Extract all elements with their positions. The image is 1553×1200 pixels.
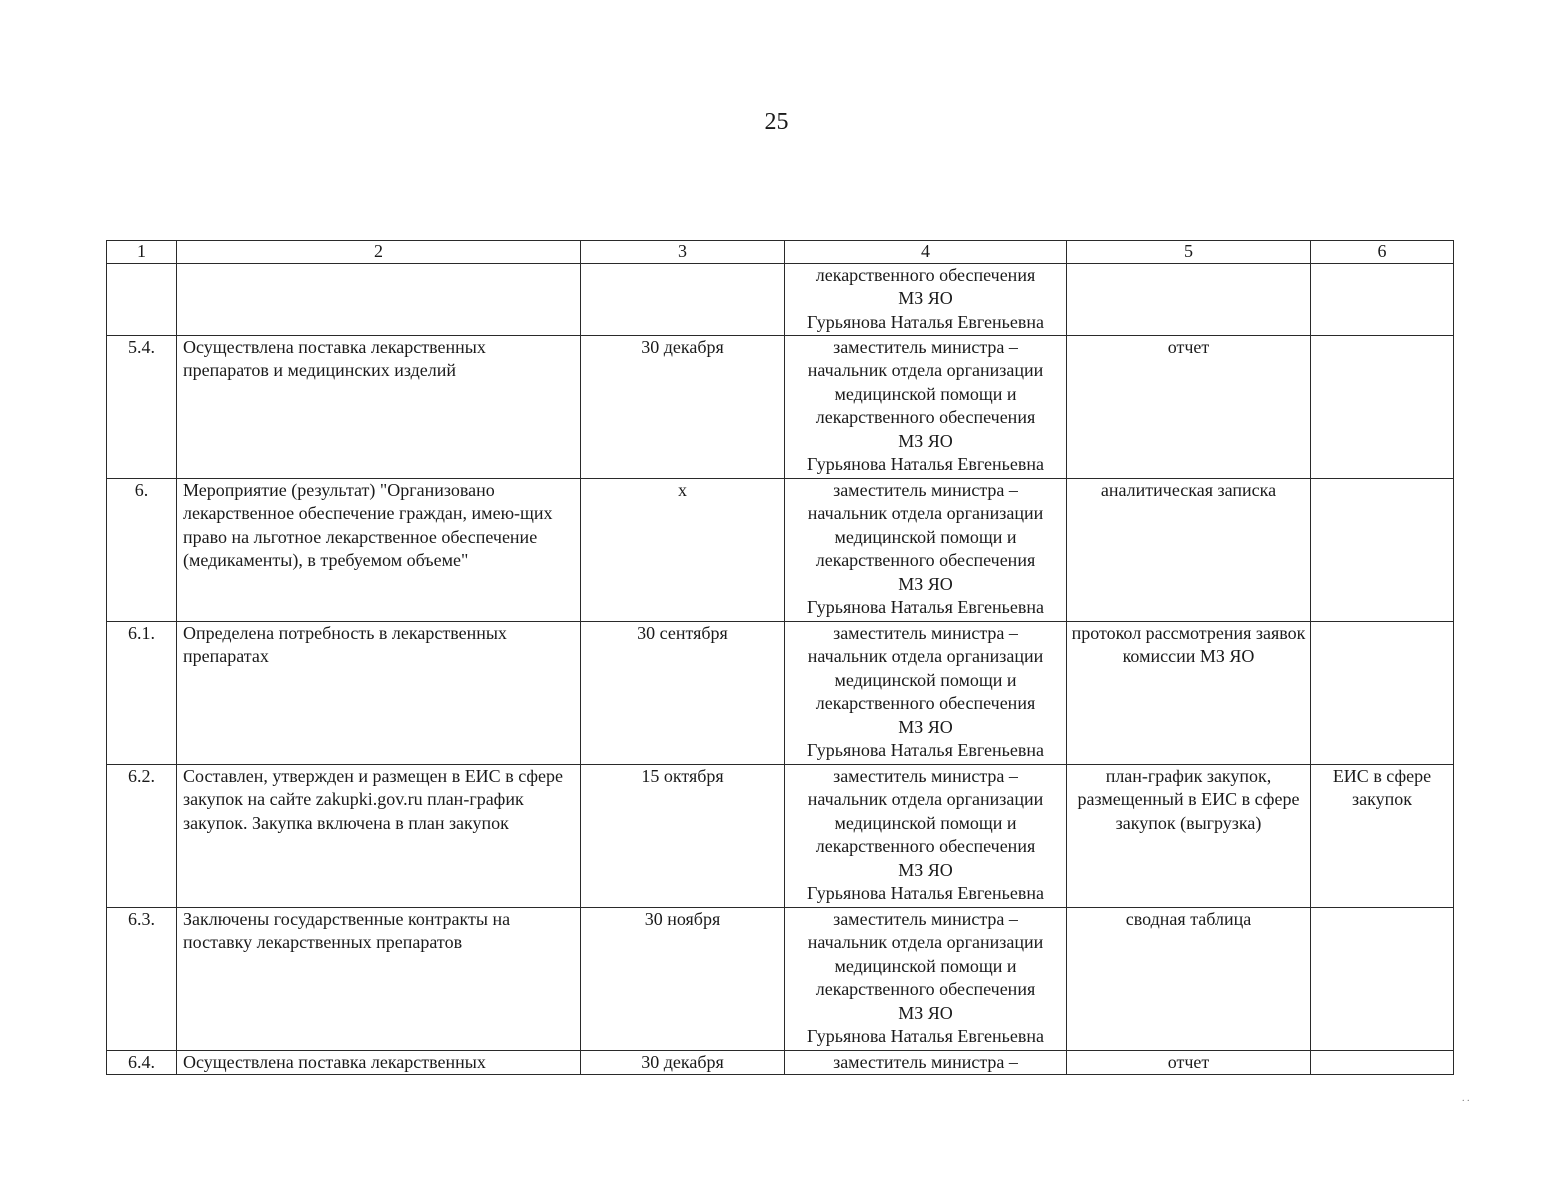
row-description: Определена потребность в лекарственных препаратах xyxy=(177,622,581,765)
responsible-line: МЗ ЯО xyxy=(898,1002,953,1023)
row-system xyxy=(1311,264,1454,336)
row-document: план-график закупок, размещенный в ЕИС в сфере закупок (выгрузка) xyxy=(1067,765,1311,908)
row-number: 6. xyxy=(107,479,177,622)
row-deadline: 30 декабря xyxy=(581,1051,785,1075)
row-document: отчет xyxy=(1067,1051,1311,1075)
responsible-line: Гурьянова Наталья Евгеньевна xyxy=(807,740,1044,761)
row-description xyxy=(177,264,581,336)
row-number xyxy=(107,264,177,336)
column-number-6: 6 xyxy=(1311,241,1454,264)
responsible-line: лекарственного обеспечения xyxy=(815,550,1036,571)
row-system xyxy=(1311,1051,1454,1075)
table-row xyxy=(107,264,1454,336)
table-row xyxy=(107,1051,1454,1075)
row-description: Заключены государственные контракты на поставку лекарственных препаратов xyxy=(177,908,581,1051)
row-responsible xyxy=(785,622,1067,765)
responsible-line: лекарственного обеспечения xyxy=(815,265,1036,285)
scan-mark: . . xyxy=(1462,1093,1470,1104)
column-number-2: 2 xyxy=(177,241,581,264)
row-document: аналитическая записка xyxy=(1067,479,1311,622)
responsible-line: лекарственного обеспечения xyxy=(815,407,1036,428)
responsible-line: лекарственного обеспечения xyxy=(815,693,1036,714)
row-description: Осуществлена поставка лекарственных препаратов и медицинских изделий xyxy=(177,336,581,479)
row-number: 6.3. xyxy=(107,908,177,1051)
responsible-line: МЗ ЯО xyxy=(898,716,953,737)
responsible-line: заместитель министра – xyxy=(833,623,1018,643)
responsible-line: МЗ ЯО xyxy=(898,288,953,309)
row-description: Осуществлена поставка лекарственных xyxy=(177,1051,581,1075)
row-responsible xyxy=(785,336,1067,479)
responsible-line: Гурьянова Наталья Евгеньевна xyxy=(807,311,1044,332)
responsible-line: лекарственного обеспечения xyxy=(815,836,1036,857)
row-number: 5.4. xyxy=(107,336,177,479)
row-deadline: 30 декабря xyxy=(581,336,785,479)
responsible-line: заместитель министра – xyxy=(833,766,1018,786)
row-document xyxy=(1067,264,1311,336)
row-description: Мероприятие (результат) "Организовано лекарственное обеспечение граждан, имею-щих право на льготное лекарственное обеспечение (медикаменты), в требуемом объеме" xyxy=(177,479,581,622)
row-responsible xyxy=(785,1051,1067,1075)
column-number-3: 3 xyxy=(581,241,785,264)
row-system xyxy=(1311,622,1454,765)
responsible-line: лекарственного обеспечения xyxy=(815,979,1036,1000)
responsible-line: начальник отдела организации xyxy=(807,503,1044,524)
column-number-1: 1 xyxy=(107,241,177,264)
row-responsible xyxy=(785,765,1067,908)
responsible-line: МЗ ЯО xyxy=(898,573,953,594)
plan-table xyxy=(106,240,1454,1075)
row-deadline: 15 октября xyxy=(581,765,785,908)
row-system xyxy=(1311,908,1454,1051)
responsible-line: Гурьянова Наталья Евгеньевна xyxy=(807,597,1044,618)
row-document: протокол рассмотрения заявок комиссии МЗ ЯО xyxy=(1067,622,1311,765)
row-deadline: 30 ноября xyxy=(581,908,785,1051)
table-row xyxy=(107,765,1454,908)
responsible-line: МЗ ЯО xyxy=(898,859,953,880)
table-row xyxy=(107,622,1454,765)
column-number-5: 5 xyxy=(1067,241,1311,264)
row-description: Составлен, утвержден и размещен в ЕИС в сфере закупок на сайте zakupki.gov.ru план-график закупок. Закупка включена в план закупок xyxy=(177,765,581,908)
responsible-line: медицинской помощи и xyxy=(834,383,1017,404)
row-deadline: 30 сентября xyxy=(581,622,785,765)
table-row xyxy=(107,908,1454,1051)
table-row xyxy=(107,336,1454,479)
row-number: 6.1. xyxy=(107,622,177,765)
responsible-line: заместитель министра – xyxy=(833,1052,1018,1072)
row-responsible xyxy=(785,264,1067,336)
row-system: ЕИС в сфере закупок xyxy=(1311,765,1454,908)
responsible-line: начальник отдела организации xyxy=(807,932,1044,953)
row-system xyxy=(1311,336,1454,479)
responsible-line: медицинской помощи и xyxy=(834,812,1017,833)
row-system xyxy=(1311,479,1454,622)
responsible-line: начальник отдела организации xyxy=(807,646,1044,667)
row-responsible xyxy=(785,479,1067,622)
table-header-row xyxy=(107,241,1454,264)
responsible-line: медицинской помощи и xyxy=(834,955,1017,976)
row-deadline: x xyxy=(581,479,785,622)
responsible-line: Гурьянова Наталья Евгеньевна xyxy=(807,454,1044,475)
responsible-line: медицинской помощи и xyxy=(834,526,1017,547)
responsible-line: начальник отдела организации xyxy=(807,360,1044,381)
row-document: отчет xyxy=(1067,336,1311,479)
responsible-line: медицинской помощи и xyxy=(834,669,1017,690)
responsible-line: Гурьянова Наталья Евгеньевна xyxy=(807,1026,1044,1047)
column-number-4: 4 xyxy=(785,241,1067,264)
table-row xyxy=(107,479,1454,622)
page-number: 25 xyxy=(764,109,789,135)
responsible-line: начальник отдела организации xyxy=(807,789,1044,810)
responsible-line: Гурьянова Наталья Евгеньевна xyxy=(807,883,1044,904)
row-number: 6.4. xyxy=(107,1051,177,1075)
responsible-line: заместитель министра – xyxy=(833,480,1018,500)
responsible-line: заместитель министра – xyxy=(833,337,1018,357)
row-number: 6.2. xyxy=(107,765,177,908)
row-responsible xyxy=(785,908,1067,1051)
responsible-line: заместитель министра – xyxy=(833,909,1018,929)
row-deadline xyxy=(581,264,785,336)
row-document: сводная таблица xyxy=(1067,908,1311,1051)
responsible-line: МЗ ЯО xyxy=(898,430,953,451)
